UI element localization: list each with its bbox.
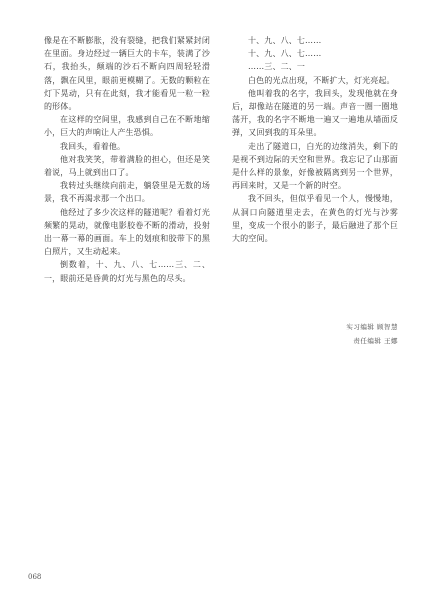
paragraph: 在这样的空间里，我感到自己在不断地缩小，巨大的声响让人产生恐惧。	[44, 115, 210, 138]
left-column	[44, 34, 210, 285]
paragraph: 走出了隧道口，白光的边缘消失，剩下的是视不到边际的天空和世界。我忘记了山那面是什么样的景象，好像被隔离到另一个世界，再回来时，又是一个新的时空。	[232, 141, 398, 191]
paragraph: ……三、二、一	[248, 62, 306, 72]
paragraph: 白色的光点出现，不断扩大，灯光亮起。	[248, 75, 395, 85]
paragraph: 十、九、八、七……	[248, 49, 322, 59]
right-column	[232, 34, 398, 245]
paragraph: 倒数着，十、九、八、七……三、二、一，眼前还是昏黄的灯光与黑色的尽头。	[44, 260, 210, 283]
paragraph: 我回头，看着他。	[60, 141, 126, 151]
paragraph: 我转过头继续向前走，躺袋里是无数的场景，我不再渴求那一个出口。	[44, 181, 210, 204]
page-number: 068	[28, 573, 42, 581]
paragraph: 他叫着我的名字，我回头，发现他就在身后，却像站在隧道的另一端。声音一圈一圈地荡开，我的名字不断地一遍又一遍地从墙面反弹，又回到我的耳朵里。	[232, 88, 398, 138]
editor-credits	[232, 320, 398, 348]
paragraph: 我不回头，但似乎看见一个人，慢慢地，从洞口向隧道里走去，在黄色的灯光与沙雾里，变成一个很小的影子，最后融进了那个巨大的空间。	[232, 194, 398, 244]
chief-editor-credit: 责任编辑 王娜	[353, 337, 398, 345]
paragraph: 他对我笑笑，带着满脸的担心，但还是笑着说，马上就到出口了。	[44, 154, 210, 178]
paragraph: 像是在不断膨胀，没有裂缝，把我们紧紧封闭在里面。身边经过一辆巨大的卡车，装满了沙石，我抬头，颠端的沙石不断向四周轻轻滑落，飘在风里，眼前更模糊了。无数的颗粒在灯下晃动，只有在此刻，我才能看见一粒一粒的形体。	[44, 36, 210, 112]
paragraph: 十、九、八、七……	[248, 36, 322, 45]
intern-editor-credit: 实习编辑 顾智慧	[346, 323, 398, 331]
paragraph: 他经过了多少次这样的隧道呢？看着灯光频繁的晃动，就像电影胶卷不断的滑动，投射出一幕一幕的画面。车上的划痕和胶带下的黑白照片，又生动起来。	[44, 207, 210, 257]
